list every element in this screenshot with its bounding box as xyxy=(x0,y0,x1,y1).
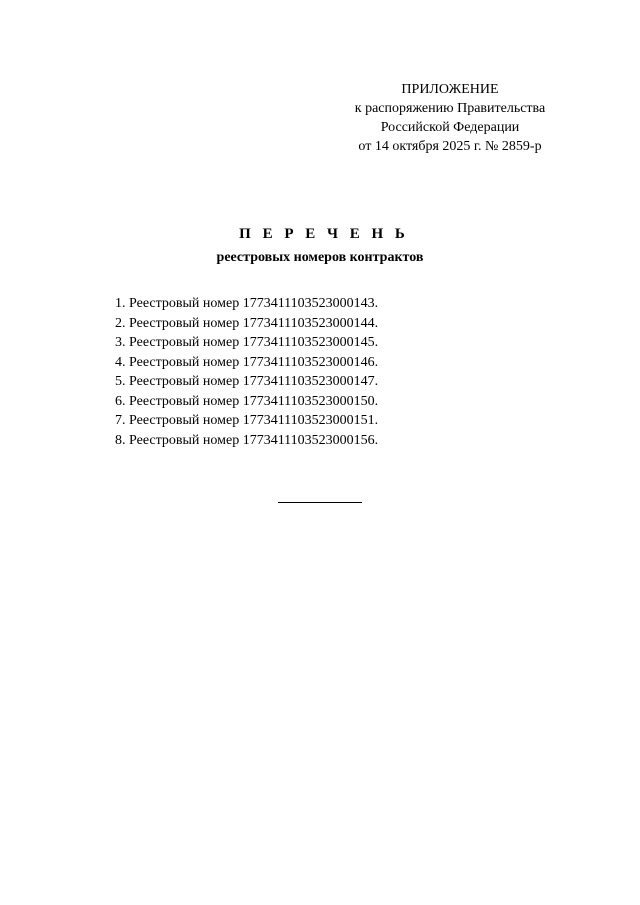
contract-item: 1. Реестровый номер 1773411103523000143. xyxy=(115,296,379,311)
closing-divider xyxy=(278,502,362,503)
annex-order-reference: к распоряжению Правительства xyxy=(354,101,546,116)
contract-item: 8. Реестровый номер 1773411103523000156. xyxy=(115,432,379,448)
contract-item: 2. Реестровый номер 1773411103523000144. xyxy=(115,315,379,331)
contract-list xyxy=(115,294,378,450)
document-subtitle: реестровых номеров контрактов xyxy=(216,250,424,265)
contract-item: 6. Реестровый номер 1773411103523000150. xyxy=(115,393,379,409)
annex-order-date-number: от 14 октября 2025 г. № 2859-р xyxy=(358,139,542,154)
annex-authority: Российской Федерации xyxy=(380,120,520,135)
document-title: П Е Р Е Ч Е Н Ь xyxy=(239,226,409,242)
contract-item: 3. Реестровый номер 1773411103523000145. xyxy=(115,335,379,350)
contract-item: 7. Реестровый номер 1773411103523000151. xyxy=(115,413,379,428)
contract-item: 4. Реестровый номер 1773411103523000146. xyxy=(115,354,379,370)
contract-item: 5. Реестровый номер 1773411103523000147. xyxy=(115,374,379,389)
annex-label: ПРИЛОЖЕНИЕ xyxy=(401,82,499,97)
annex-block xyxy=(340,80,560,156)
